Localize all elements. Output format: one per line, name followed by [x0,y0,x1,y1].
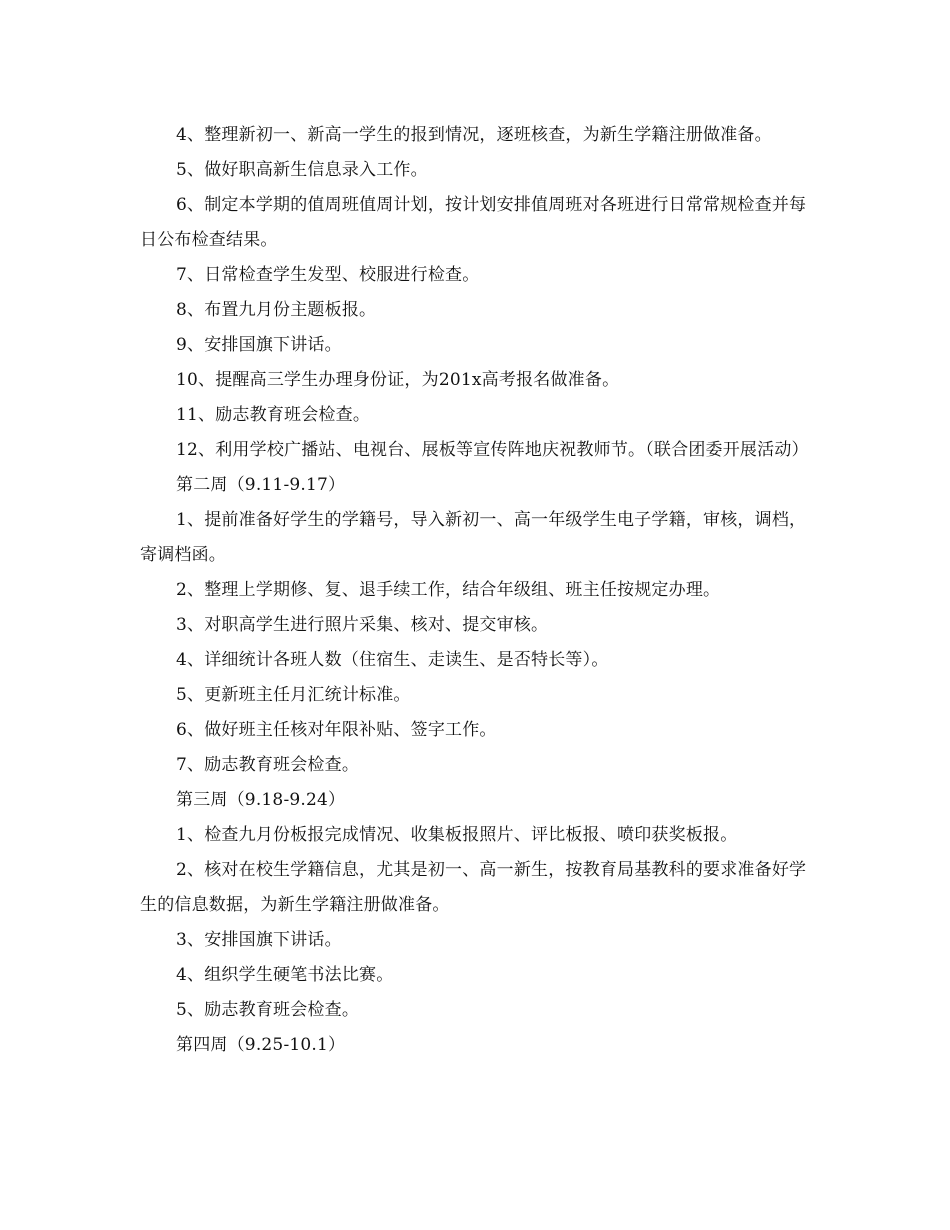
paragraph: 6、做好班主任核对年限补贴、签字工作。 [176,720,497,740]
paragraph: 7、日常检查学生发型、校服进行检查。 [176,265,480,285]
paragraph: 1、提前准备好学生的学籍号，导入新初一、高一年级学生电子学籍，审核，调档，寄调档函。 [140,510,807,565]
paragraph: 5、做好职高新生信息录入工作。 [176,160,428,180]
document-body [140,118,812,1063]
paragraph: 3、对职高学生进行照片采集、核对、提交审核。 [176,615,549,635]
paragraph: 1、检查九月份板报完成情况、收集板报照片、评比板报、喷印获奖板报。 [176,825,738,845]
paragraph: 12、利用学校广播站、电视台、展板等宣传阵地庆祝教师节。（联合团委开展活动） [176,440,809,460]
paragraph: 4、整理新初一、新高一学生的报到情况，逐班核查，为新生学籍注册做准备。 [176,125,772,145]
paragraph: 4、详细统计各班人数（住宿生、走读生、是否特长等）。 [176,650,609,670]
section-heading-week-3: 第三周（9.18-9.24） [176,790,346,810]
section-heading-week-4: 第四周（9.25-10.1） [176,1035,346,1055]
paragraph: 8、布置九月份主题板报。 [176,300,377,320]
paragraph: 3、安排国旗下讲话。 [176,930,342,950]
paragraph: 2、核对在校生学籍信息，尤其是初一、高一新生，按教育局基教科的要求准备好学生的信息数据，为新生学籍注册做准备。 [140,860,807,915]
paragraph: 10、提醒高三学生办理身份证，为201x高考报名做准备。 [176,370,620,390]
paragraph: 2、整理上学期修、复、退手续工作，结合年级组、班主任按规定办理。 [176,580,721,600]
section-heading-week-2: 第二周（9.11-9.17） [176,475,346,495]
paragraph: 9、安排国旗下讲话。 [176,335,342,355]
paragraph: 5、更新班主任月汇统计标准。 [176,685,411,705]
paragraph: 4、组织学生硬笔书法比赛。 [176,965,394,985]
paragraph: 5、励志教育班会检查。 [176,1000,360,1020]
paragraph: 7、励志教育班会检查。 [176,755,360,775]
paragraph: 6、制定本学期的值周班值周计划，按计划安排值周班对各班进行日常常规检查并每日公布检查结果。 [140,195,807,250]
paragraph: 11、励志教育班会检查。 [176,405,371,425]
